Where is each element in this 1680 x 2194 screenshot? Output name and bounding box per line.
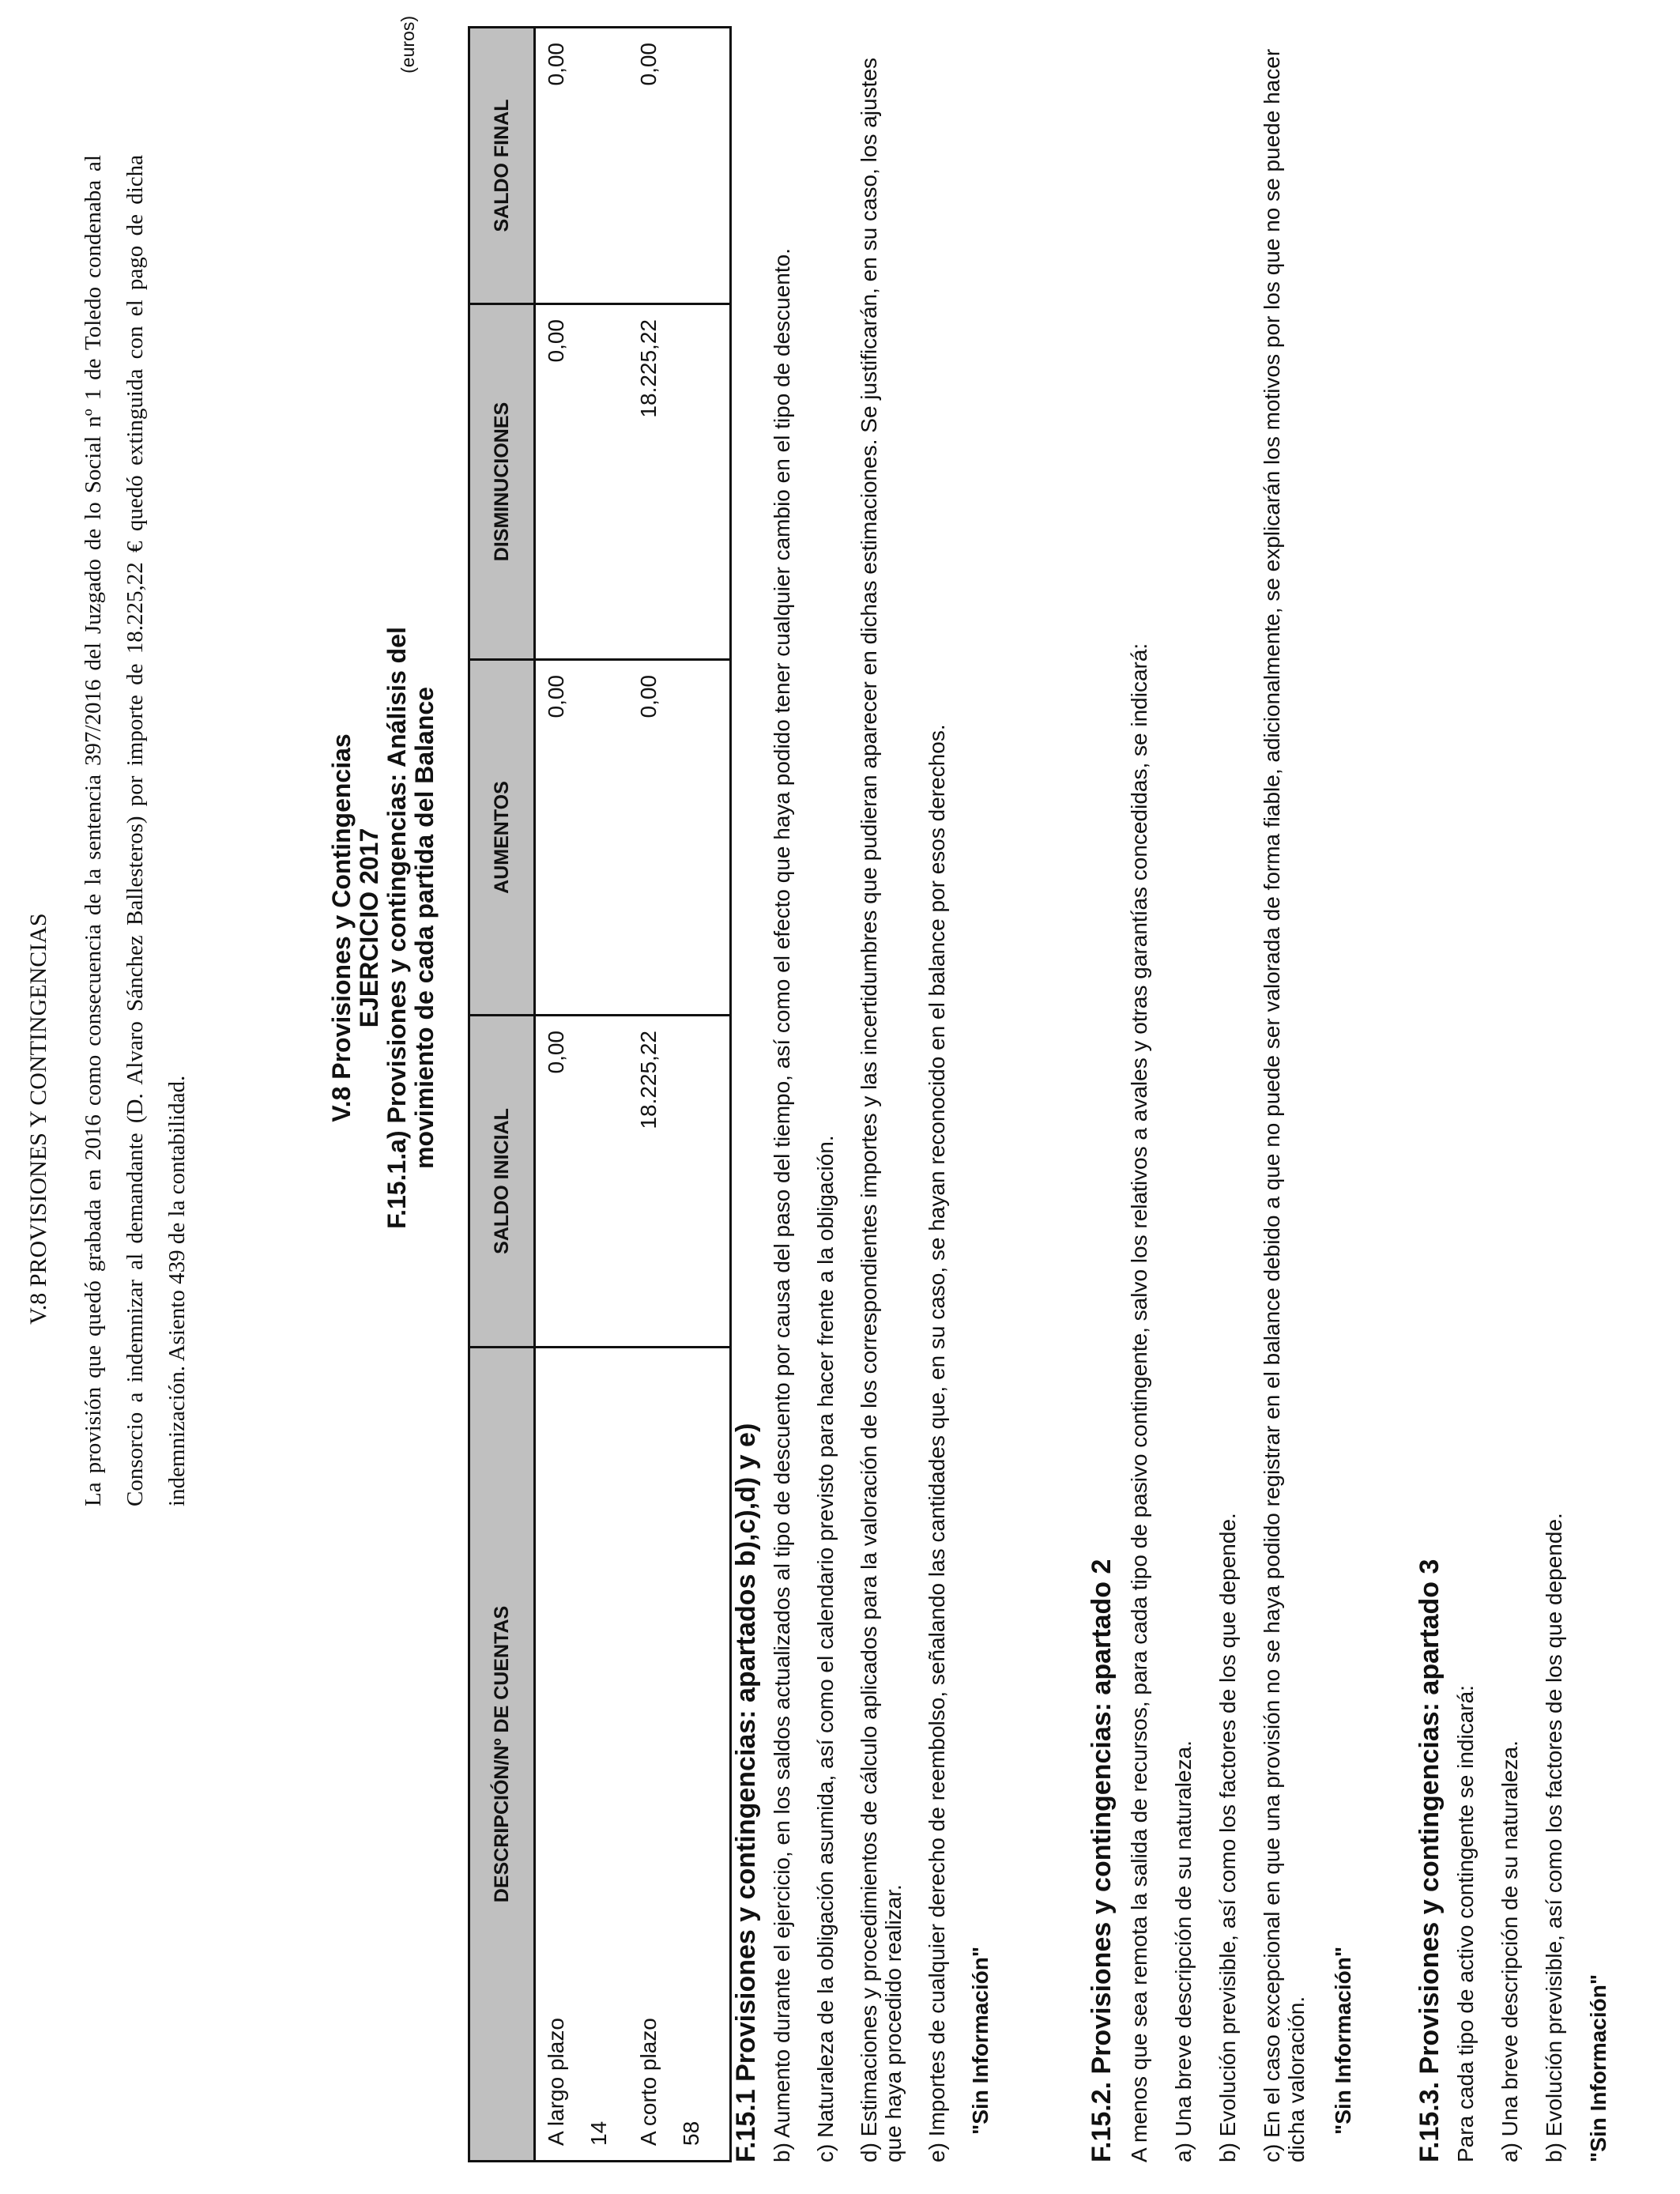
row-description: A largo plazo bbox=[544, 2018, 568, 2146]
cell-saldo-inicial: 0,00 bbox=[535, 1016, 628, 1348]
cell-disminuciones: 0,00 bbox=[535, 304, 628, 660]
section-heading-v8: V.8 PROVISIONES Y CONTINGENCIAS bbox=[25, 913, 51, 1325]
f152-item-b: b) Evolución previsible, así como los factores de los que depende. bbox=[1215, 1513, 1240, 2162]
f152-sin-informacion: "Sin Información" bbox=[1331, 1946, 1355, 2135]
cell-disminuciones: 18.225,22 bbox=[628, 304, 731, 660]
title-line-3: F.15.1.a) Provisiones y contingencias: Análisis del movimiento de cada partida del Balance bbox=[382, 627, 439, 1229]
table-row bbox=[535, 28, 628, 2162]
provisions-table bbox=[468, 26, 732, 2162]
f151-item-e: e) Importes de cualquier derecho de reembolso, señalando las cantidades que, en su caso, se hayan reconocido en el balance por esos derechos. bbox=[925, 724, 949, 2162]
v8-paragraph: La provisión que quedó grabada en 2016 como consecuencia de la sentencia 397/2016 del Juzgado de lo Social nº 1 de Toledo condenaba al Consorcio a indemnizar al demandante (D. Alvaro Sánchez Ballesteros) por importe de 18.225,22 € quedó extinguida con el pago de dicha indemnización. Asiento 439 de la contabilidad. bbox=[81, 155, 190, 1506]
cell-description bbox=[535, 1348, 628, 2162]
section-f153 bbox=[1414, 28, 1610, 2162]
table-header-row bbox=[469, 28, 535, 2162]
f152-item-c: c) En el caso excepcional en que una provisión no se haya podido registrar en el balance debido a que no puede ser valorada de forma fiable, adicionalmente, se explicarán los motivos por los que no se puede hacer dicha valoración. bbox=[1260, 48, 1309, 2162]
row-account: 14 bbox=[586, 2120, 611, 2146]
col-header-saldo-inicial: SALDO INICIAL bbox=[469, 1016, 535, 1348]
col-header-description: DESCRIPCIÓN/Nº DE CUENTAS bbox=[469, 1348, 535, 2162]
f151-sin-informacion: "Sin Información" bbox=[968, 1946, 993, 2135]
f153-heading: F.15.3. Provisiones y contingencias: apartado 3 bbox=[1414, 1559, 1445, 2162]
f151-item-c: c) Naturaleza de la obligación asumida, así como el calendario previsto para hacer frente a la obligación. bbox=[813, 1135, 838, 2162]
table-title-block bbox=[328, 572, 439, 1284]
col-header-disminuciones: DISMINUCIONES bbox=[469, 304, 535, 660]
f151-item-d: d) Estimaciones y procedimientos de cálculo aplicados para la valoración de los correspondientes importes y las incertidumbres que pudieran aparecer en dichas estimaciones. Se justificarán, en su caso, los ajustes que haya procedido realizar. bbox=[857, 58, 906, 2162]
f153-item-a: a) Una breve descripción de su naturaleza. bbox=[1497, 1740, 1522, 2162]
f152-heading: F.15.2. Provisiones y contingencias: apartado 2 bbox=[1087, 1559, 1117, 2162]
table-row bbox=[628, 28, 731, 2162]
cell-saldo-final: 0,00 bbox=[628, 28, 731, 304]
units-label: (euros) bbox=[397, 16, 418, 74]
f152-item-a: a) Una breve descripción de su naturaleza. bbox=[1171, 1740, 1196, 2162]
col-header-aumentos: AUMENTOS bbox=[469, 660, 535, 1016]
col-header-saldo-final: SALDO FINAL bbox=[469, 28, 535, 304]
row-account: 58 bbox=[678, 2120, 703, 2146]
cell-saldo-inicial: 18.225,22 bbox=[628, 1016, 731, 1348]
f151-item-b: b) Aumento durante el ejercicio, en los saldos actualizados al tipo de descuento por causa del paso del tiempo, así como el efecto que haya podido tener cualquier cambio en el tipo de descuento. bbox=[770, 248, 794, 2162]
f151-heading: F.15.1 Provisiones y contingencias: apartados b),c),d) y e) bbox=[731, 1423, 761, 2162]
f152-intro: A menos que sea remota la salida de recursos, para cada tipo de pasivo contingente, salvo los relativos a avales y otras garantías concedidas, se indicará: bbox=[1127, 643, 1151, 2162]
row-description: A corto plazo bbox=[635, 2018, 661, 2146]
cell-saldo-final: 0,00 bbox=[535, 28, 628, 304]
section-f151 bbox=[731, 28, 993, 2162]
f153-sin-informacion: "Sin Información" bbox=[1586, 1973, 1610, 2162]
cell-description bbox=[628, 1348, 731, 2162]
cell-aumentos: 0,00 bbox=[535, 660, 628, 1016]
title-line-2: EJERCICIO 2017 bbox=[355, 827, 383, 1028]
section-f152 bbox=[1087, 28, 1355, 2162]
f153-intro: Para cada tipo de activo contingente se indicará: bbox=[1453, 1685, 1478, 2162]
title-line-1: V.8 Provisiones y Contingencias bbox=[327, 733, 356, 1122]
cell-aumentos: 0,00 bbox=[628, 660, 731, 1016]
f153-item-b: b) Evolución previsible, así como los factores de los que depende. bbox=[1542, 1513, 1566, 2162]
